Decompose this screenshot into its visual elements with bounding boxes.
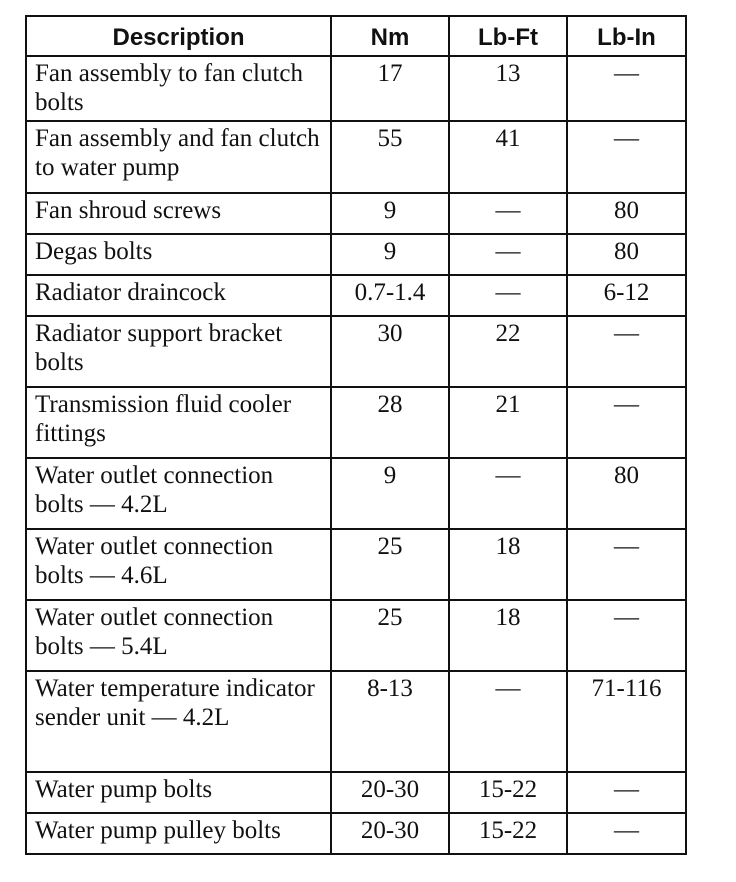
table-header-row: [26, 16, 686, 56]
column-header-description: Description: [26, 16, 331, 56]
column-header-nm: Nm: [331, 16, 449, 56]
table-row: [26, 121, 686, 193]
cell-nm: 55: [331, 121, 449, 193]
cell-lbft: 41: [449, 121, 567, 193]
torque-spec-table: [25, 15, 687, 855]
cell-lbin: —: [567, 813, 686, 854]
table-row: [26, 671, 686, 772]
cell-lbin: —: [567, 529, 686, 600]
cell-description: Water pump bolts: [26, 772, 331, 813]
cell-lbin: 80: [567, 193, 686, 234]
cell-lbin: —: [567, 316, 686, 387]
cell-nm: 9: [331, 193, 449, 234]
cell-lbft: 21: [449, 387, 567, 458]
cell-nm: 25: [331, 600, 449, 671]
table-row: [26, 234, 686, 275]
cell-lbft: —: [449, 275, 567, 316]
cell-lbft: 15-22: [449, 772, 567, 813]
cell-lbin: 80: [567, 458, 686, 529]
cell-description: Water outlet connection bolts — 4.2L: [26, 458, 331, 529]
cell-lbft: 15-22: [449, 813, 567, 854]
cell-lbft: —: [449, 458, 567, 529]
cell-description: Water outlet connection bolts — 5.4L: [26, 600, 331, 671]
table-row: [26, 458, 686, 529]
cell-description: Water temperature indicator sender unit — 4.2L: [26, 671, 331, 772]
cell-lbin: —: [567, 56, 686, 121]
table-row: [26, 772, 686, 813]
cell-description: Water outlet connection bolts — 4.6L: [26, 529, 331, 600]
table-row: [26, 56, 686, 121]
table-row: [26, 600, 686, 671]
cell-lbft: 18: [449, 600, 567, 671]
cell-lbin: —: [567, 387, 686, 458]
cell-description: Transmission fluid cooler fittings: [26, 387, 331, 458]
cell-nm: 25: [331, 529, 449, 600]
table-row: [26, 193, 686, 234]
cell-nm: 9: [331, 458, 449, 529]
table-row: [26, 813, 686, 854]
table-row: [26, 316, 686, 387]
cell-lbin: —: [567, 121, 686, 193]
cell-description: Fan assembly to fan clutch bolts: [26, 56, 331, 121]
cell-lbft: —: [449, 193, 567, 234]
cell-nm: 28: [331, 387, 449, 458]
cell-description: Degas bolts: [26, 234, 331, 275]
cell-description: Radiator support bracket bolts: [26, 316, 331, 387]
cell-lbin: 71-116: [567, 671, 686, 772]
table-row: [26, 275, 686, 316]
cell-nm: 8-13: [331, 671, 449, 772]
cell-description: Water pump pulley bolts: [26, 813, 331, 854]
cell-nm: 9: [331, 234, 449, 275]
cell-lbin: —: [567, 600, 686, 671]
cell-description: Fan assembly and fan clutch to water pump: [26, 121, 331, 193]
table-row: [26, 529, 686, 600]
cell-nm: 30: [331, 316, 449, 387]
cell-lbft: 18: [449, 529, 567, 600]
cell-description: Fan shroud screws: [26, 193, 331, 234]
cell-lbft: —: [449, 671, 567, 772]
column-header-lbin: Lb-In: [567, 16, 686, 56]
cell-lbft: 13: [449, 56, 567, 121]
cell-lbft: 22: [449, 316, 567, 387]
column-header-lbft: Lb-Ft: [449, 16, 567, 56]
cell-nm: 20-30: [331, 772, 449, 813]
cell-lbin: 6-12: [567, 275, 686, 316]
cell-lbin: —: [567, 772, 686, 813]
cell-nm: 17: [331, 56, 449, 121]
cell-description: Radiator draincock: [26, 275, 331, 316]
cell-nm: 0.7-1.4: [331, 275, 449, 316]
cell-nm: 20-30: [331, 813, 449, 854]
cell-lbin: 80: [567, 234, 686, 275]
table-row: [26, 387, 686, 458]
cell-lbft: —: [449, 234, 567, 275]
